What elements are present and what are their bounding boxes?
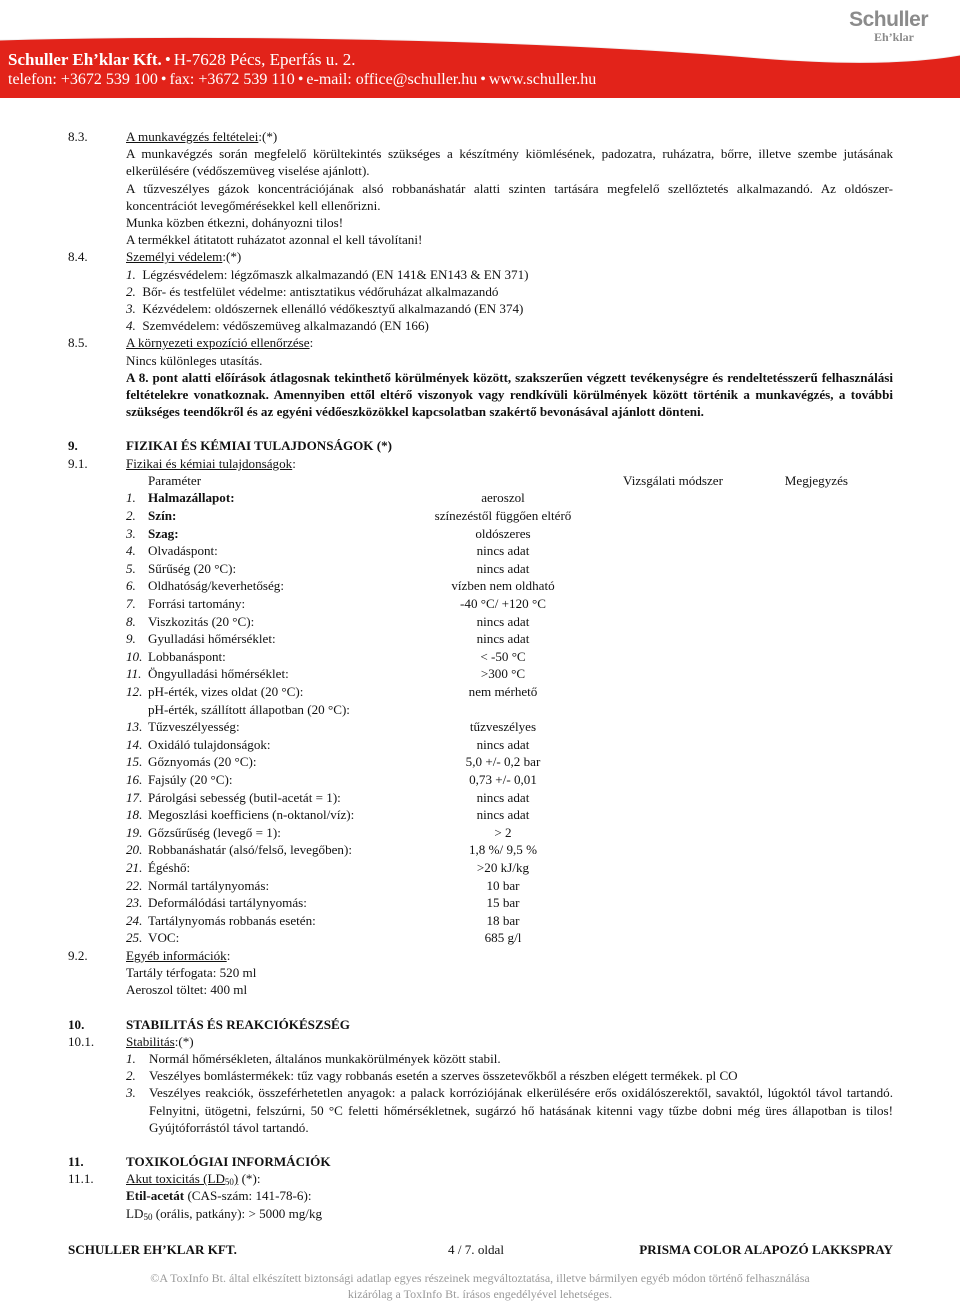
- property-value: 1,8 %/ 9,5 %: [468, 842, 537, 858]
- section-9-1: [68, 455, 893, 472]
- property-number: 12.: [126, 683, 143, 699]
- section-8-5: [68, 334, 893, 420]
- footer-product: PRISMA COLOR ALAPOZÓ LAKKSPRAY: [639, 1242, 893, 1257]
- property-name: Öngyulladási hőmérséklet:: [148, 666, 289, 682]
- table-row: [126, 771, 848, 789]
- section-10-1: [68, 1033, 893, 1136]
- property-value: nincs adat: [476, 543, 530, 559]
- section-number: 8.3.: [68, 129, 88, 144]
- header-contact-line: [8, 71, 596, 89]
- property-name: Olvadáspont:: [148, 543, 218, 559]
- property-number: 11.: [126, 666, 142, 682]
- property-name: Tűzveszélyesség:: [148, 719, 240, 735]
- property-number: 17.: [126, 789, 143, 805]
- section-number: 11.: [68, 1153, 84, 1169]
- section-title: A környezeti expozíció ellenőrzése: [126, 335, 310, 351]
- section-title-suffix: :: [292, 455, 296, 471]
- list-text: Bőr- és testfelület védelme: antisztatikus védőruházat alkalmazandó: [142, 283, 499, 299]
- title-subscript: 50: [224, 1177, 234, 1188]
- section-heading: TOXIKOLÓGIAI INFORMÁCIÓK: [126, 1153, 331, 1169]
- list-item: [126, 317, 893, 334]
- property-name-cell: [126, 665, 418, 683]
- header-phone: telefon: +3672 539 100: [8, 71, 158, 88]
- list-number: 4.: [126, 318, 136, 334]
- paragraph: [126, 1205, 893, 1222]
- table-row: [126, 912, 848, 930]
- property-number: 5.: [126, 560, 136, 576]
- property-number: 10.: [126, 648, 143, 664]
- paragraph: A munkavégzés során megfelelő körültekintés szükséges a készítmény kiömlésének, padozatra, ruházatra, bőrre, illetve szembe jutásának elkerülésére (védőszemüveg viselése ajánlott).: [126, 146, 893, 179]
- table-row: [126, 753, 848, 771]
- table-row: [126, 595, 848, 613]
- property-name-cell: [126, 789, 418, 807]
- title-part: Akut toxicitás (LD: [126, 1171, 225, 1187]
- property-name-cell: [126, 648, 418, 666]
- property-number: 22.: [126, 877, 143, 893]
- property-value: nincs adat: [476, 736, 530, 752]
- paragraph: [126, 1187, 893, 1204]
- table-row: [126, 824, 848, 842]
- list-item: [126, 1067, 893, 1084]
- property-number: 7.: [126, 596, 136, 612]
- property-name: Viszkozitás (20 °C):: [148, 613, 255, 629]
- list-item: [126, 300, 893, 317]
- table-row: [126, 525, 848, 543]
- property-value: >20 kJ/kg: [476, 859, 530, 875]
- section-11-1: [68, 1170, 893, 1222]
- table-header-row: [126, 472, 848, 490]
- ld-label: LD: [126, 1205, 144, 1221]
- property-value: nincs adat: [476, 789, 530, 805]
- table-row: [126, 841, 848, 859]
- paragraph: Munka közben étkezni, dohányozni tilos!: [126, 215, 344, 231]
- property-number: 2.: [126, 508, 136, 524]
- document-body: [68, 128, 893, 1222]
- ld-subscript: 50: [143, 1211, 153, 1222]
- paragraph: A termékkel átitatott ruházatot azonnal el kell távolítani!: [126, 232, 423, 248]
- column-header: Paraméter: [148, 472, 202, 488]
- property-number: 9.: [126, 631, 136, 647]
- property-name-cell: [126, 824, 418, 842]
- property-value: 18 bar: [486, 912, 520, 928]
- section-11-heading: [68, 1153, 893, 1170]
- property-number: 8.: [126, 613, 136, 629]
- table-row: [126, 683, 848, 701]
- company-name: Schuller Eh’klar Kft.: [8, 50, 162, 69]
- property-name-cell: [126, 859, 418, 877]
- bullet-icon: •: [297, 71, 304, 88]
- table-row: [126, 507, 848, 525]
- section-title: A munkavégzés feltételei: [126, 129, 259, 144]
- table-row: [126, 648, 848, 666]
- property-value: oldószeres: [475, 525, 531, 541]
- property-name: Szag:: [148, 525, 179, 541]
- table-row: [126, 489, 848, 507]
- property-name: Fajsúly (20 °C):: [148, 771, 233, 787]
- property-name: pH-érték, szállított állapotban (20 °C):: [148, 701, 350, 717]
- properties-table: [126, 472, 848, 947]
- property-number: 6.: [126, 578, 136, 594]
- table-row: [126, 929, 848, 947]
- substance-name: Etil-acetát: [126, 1188, 185, 1204]
- property-name: Megoszlási koefficiens (n-oktanol/víz):: [148, 807, 355, 823]
- section-title: Személyi védelem: [126, 249, 223, 265]
- section-title: Egyéb információk: [126, 947, 227, 963]
- property-value: 5,0 +/- 0,2 bar: [465, 754, 541, 770]
- property-name-cell: [126, 753, 418, 771]
- list-number: 2.: [126, 1068, 136, 1084]
- section-9-2: [68, 947, 893, 999]
- table-row: [126, 789, 848, 807]
- property-name: Deformálódási tartálynyomás:: [148, 895, 307, 911]
- section-10-heading: [68, 1016, 893, 1033]
- header-email: e-mail: office@schuller.hu: [306, 71, 478, 88]
- copyright-line: ©A ToxInfo Bt. által elkészített biztonsági adatlap egyes részeinek megváltoztatása, illetve bármilyen egyéb módon történő felhasználása: [150, 1271, 810, 1285]
- list-number: 2.: [126, 283, 136, 299]
- section-title: Stabilitás: [126, 1033, 175, 1049]
- property-name-cell: [126, 771, 418, 789]
- property-number: 21.: [126, 859, 143, 875]
- property-name-cell: [126, 507, 418, 525]
- footer-company: SCHULLER EH’KLAR KFT.: [68, 1242, 237, 1257]
- column-header: Megjegyzés: [784, 472, 848, 488]
- property-name-cell: [126, 595, 418, 613]
- property-name-cell: [126, 577, 418, 595]
- table-row: [126, 577, 848, 595]
- property-name-cell: [126, 806, 418, 824]
- property-value: nem mérhető: [468, 683, 538, 699]
- property-name: Sűrűség (20 °C):: [148, 560, 237, 576]
- property-value: színezéstől függően eltérő: [434, 508, 572, 524]
- property-value: 15 bar: [486, 895, 520, 911]
- table-row: [126, 665, 848, 683]
- copyright-notice: [0, 1270, 960, 1302]
- property-value: 0,73 +/- 0,01: [469, 771, 537, 787]
- table-row: [126, 859, 848, 877]
- property-name-cell: [126, 683, 418, 701]
- list-item: [126, 1084, 893, 1136]
- section-number: 11.1.: [68, 1171, 94, 1187]
- bullet-icon: •: [480, 71, 486, 88]
- section-title-suffix: :(*): [258, 129, 278, 144]
- section-number: 9.2.: [68, 947, 88, 963]
- property-number: 25.: [126, 930, 143, 946]
- list-number: 1.: [126, 1050, 136, 1066]
- list-number: 3.: [126, 1085, 136, 1101]
- paragraph: Nincs különleges utasítás.: [126, 352, 263, 368]
- table-row: [126, 630, 848, 648]
- property-number: 14.: [126, 736, 143, 752]
- paragraph: Aeroszol töltet: 400 ml: [126, 982, 248, 998]
- section-number: 9.1.: [68, 455, 88, 471]
- property-value: < -50 °C: [480, 648, 526, 664]
- property-name: Forrási tartomány:: [148, 596, 246, 612]
- property-name-cell: [126, 630, 418, 648]
- property-number: 20.: [126, 842, 143, 858]
- section-heading: STABILITÁS ÉS REAKCIÓKÉSZSÉG: [126, 1016, 350, 1032]
- property-number: 13.: [126, 719, 143, 735]
- list-item: [126, 283, 893, 300]
- table-row: [126, 877, 848, 895]
- table-row: [126, 560, 848, 578]
- property-number: 3.: [126, 525, 136, 541]
- title-part: ): [233, 1171, 239, 1187]
- property-name-cell: [126, 736, 418, 754]
- section-title-suffix: (*):: [238, 1171, 261, 1187]
- list-text: Légzésvédelem: légzőmaszk alkalmazandó (EN 141& EN143 & EN 371): [142, 266, 529, 282]
- bold-paragraph: A 8. pont alatti előírások átlagosnak tekinthető körülmények között, szakszerűen végzett tevékenységre és rendeltetésszerű felhasználási feltételekre vonatkoznak. Amennyiben ettől eltérő viszonyok vagy rendkívüli körülmények között történik a munkavégzés, a további szükséges teendőkről és az egyéni védőeszközökkel kapcsolatban szakértő bevonásával ajánlott dönteni.: [126, 369, 893, 420]
- property-number: 18.: [126, 807, 143, 823]
- property-value: nincs adat: [476, 631, 530, 647]
- footer-page-number: 4 / 7. oldal: [448, 1242, 505, 1257]
- section-8-4: [68, 248, 893, 334]
- section-title-suffix: :: [309, 335, 314, 351]
- property-name-cell: [126, 560, 418, 578]
- bullet-icon: •: [164, 50, 171, 69]
- list-text: Veszélyes bomlástermékek: tűz vagy robbanás esetén a szerves összetevőkből a részben elégett termékek. pl CO: [149, 1068, 738, 1084]
- property-name: Szín:: [148, 508, 177, 524]
- property-name-cell: [126, 912, 418, 930]
- header-website: www.schuller.hu: [488, 71, 597, 88]
- ld-value: (orális, patkány): > 5000 mg/kg: [152, 1205, 323, 1221]
- property-value: -40 °C/ +120 °C: [460, 596, 546, 612]
- column-header: Vizsgálati módszer: [623, 472, 723, 488]
- substance-cas: (CAS-szám: 141-78-6):: [184, 1188, 312, 1204]
- table-row: [126, 894, 848, 912]
- property-name: Tartálynyomás robbanás esetén:: [148, 912, 316, 928]
- property-value: nincs adat: [476, 560, 530, 576]
- property-name-cell: [126, 613, 418, 631]
- company-address: H-7628 Pécs, Eperfás u. 2.: [173, 50, 356, 69]
- section-heading: FIZIKAI ÉS KÉMIAI TULAJDONSÁGOK (*): [126, 438, 393, 454]
- list-item: [126, 266, 893, 283]
- section-8-3: [68, 128, 893, 248]
- company-logo: Schuller: [849, 8, 928, 31]
- section-9-heading: [68, 437, 893, 454]
- property-name-cell: [126, 877, 418, 895]
- property-name: VOC:: [148, 930, 180, 946]
- property-name-cell: [126, 701, 418, 719]
- property-value: > 2: [494, 824, 512, 840]
- property-number: 23.: [126, 895, 143, 911]
- table-row: [126, 736, 848, 754]
- table-row: [126, 701, 848, 719]
- property-name: Párolgási sebesség (butil-acetát = 1):: [148, 789, 341, 805]
- section-title: [126, 1171, 238, 1186]
- property-value: nincs adat: [476, 613, 530, 629]
- property-name-cell: [126, 525, 418, 543]
- property-name: Halmazállapot:: [148, 490, 235, 506]
- property-name-cell: [126, 718, 418, 736]
- property-name-cell: [126, 841, 418, 859]
- bullet-icon: •: [160, 71, 167, 88]
- paragraph: A tűzveszélyes gázok koncentrációjának alsó robbanáshatár alatti szinten tartására megfelelő szellőztetés alkalmazandó. Az oldószer-koncentrációt levegőmérésekkel kell ellenőrizni.: [126, 180, 893, 213]
- property-value: tűzveszélyes: [469, 719, 537, 735]
- list-number: 3.: [126, 301, 136, 317]
- copyright-line: kizárólag a ToxInfo Bt. írásos engedélyével lehetséges.: [347, 1287, 613, 1301]
- property-number: 16.: [126, 771, 143, 787]
- letterhead: [0, 0, 960, 98]
- property-name-cell: [126, 929, 418, 947]
- property-name: Oxidáló tulajdonságok:: [148, 736, 271, 752]
- list-item: [126, 1050, 893, 1067]
- property-number: 15.: [126, 754, 143, 770]
- table-row: [126, 613, 848, 631]
- section-number: 8.4.: [68, 249, 88, 265]
- property-name: Robbanáshatár (alsó/felső, levegőben):: [148, 842, 352, 858]
- section-title-suffix: :(*): [222, 249, 242, 265]
- list-text: Kézvédelem: oldószernek ellenálló védőkesztyű alkalmazandó (EN 374): [142, 301, 524, 317]
- header-fax: fax: +3672 539 110: [169, 71, 295, 88]
- company-logo-sub: Eh’klar: [873, 30, 914, 44]
- table-row: [126, 542, 848, 560]
- property-value: nincs adat: [476, 807, 530, 823]
- section-title: Fizikai és kémiai tulajdonságok: [126, 455, 293, 471]
- property-name: Oldhatóság/keverhetőség:: [148, 578, 284, 594]
- header-address-line: [8, 50, 356, 70]
- table-row: [126, 806, 848, 824]
- property-value: aeroszol: [481, 490, 525, 506]
- section-number: 10.: [68, 1016, 85, 1032]
- property-value: 10 bar: [486, 877, 520, 893]
- list-number: 1.: [126, 266, 136, 282]
- property-value: >300 °C: [480, 666, 526, 682]
- section-title-suffix: :: [226, 947, 231, 963]
- property-name-cell: [126, 489, 418, 507]
- section-number: 8.5.: [68, 335, 88, 351]
- property-name: Gyulladási hőmérséklet:: [148, 631, 276, 647]
- property-value: vízben nem oldható: [451, 578, 555, 594]
- property-name: pH-érték, vizes oldat (20 °C):: [148, 683, 304, 699]
- section-title-suffix: :(*): [174, 1033, 194, 1049]
- property-value: 685 g/l: [484, 930, 522, 946]
- section-number: 9.: [68, 438, 78, 454]
- property-name: Gőznyomás (20 °C):: [148, 754, 257, 770]
- property-number: 1.: [126, 490, 136, 506]
- table-row: [126, 718, 848, 736]
- paragraph: Tartály térfogata: 520 ml: [126, 965, 257, 981]
- property-number: 4.: [126, 543, 136, 559]
- property-name: Égéshő:: [148, 859, 191, 875]
- list-text: Normál hőmérsékleten, általános munkakörülmények között stabil.: [149, 1050, 501, 1066]
- property-name-cell: [126, 542, 418, 560]
- property-value: [418, 701, 588, 719]
- property-number: 24.: [126, 912, 143, 928]
- list-text: Szemvédelem: védőszemüveg alkalmazandó (EN 166): [142, 318, 429, 334]
- property-name-cell: [126, 894, 418, 912]
- property-number: 19.: [126, 824, 143, 840]
- property-name: Gőzsűrűség (levegő = 1):: [148, 824, 281, 840]
- list-text: Veszélyes reakciók, összeférhetetlen anyagok: a palack korróziójának elkerülésére erős oxidálószerektől, savaktól, lúgoktól távol tartandó. Felnyitni, ütögetni, felszúrni, 50 °C feletti hőmérsékletnek, sugárzó hő hatásának kitenni vagy tűzbe dobni még üres állapotban is tilos! Gyújtóforrástól távol tartandó.: [149, 1085, 893, 1135]
- property-name: Normál tartálynyomás:: [148, 877, 270, 893]
- section-number: 10.1.: [68, 1033, 95, 1049]
- property-name: Lobbanáspont:: [148, 648, 226, 664]
